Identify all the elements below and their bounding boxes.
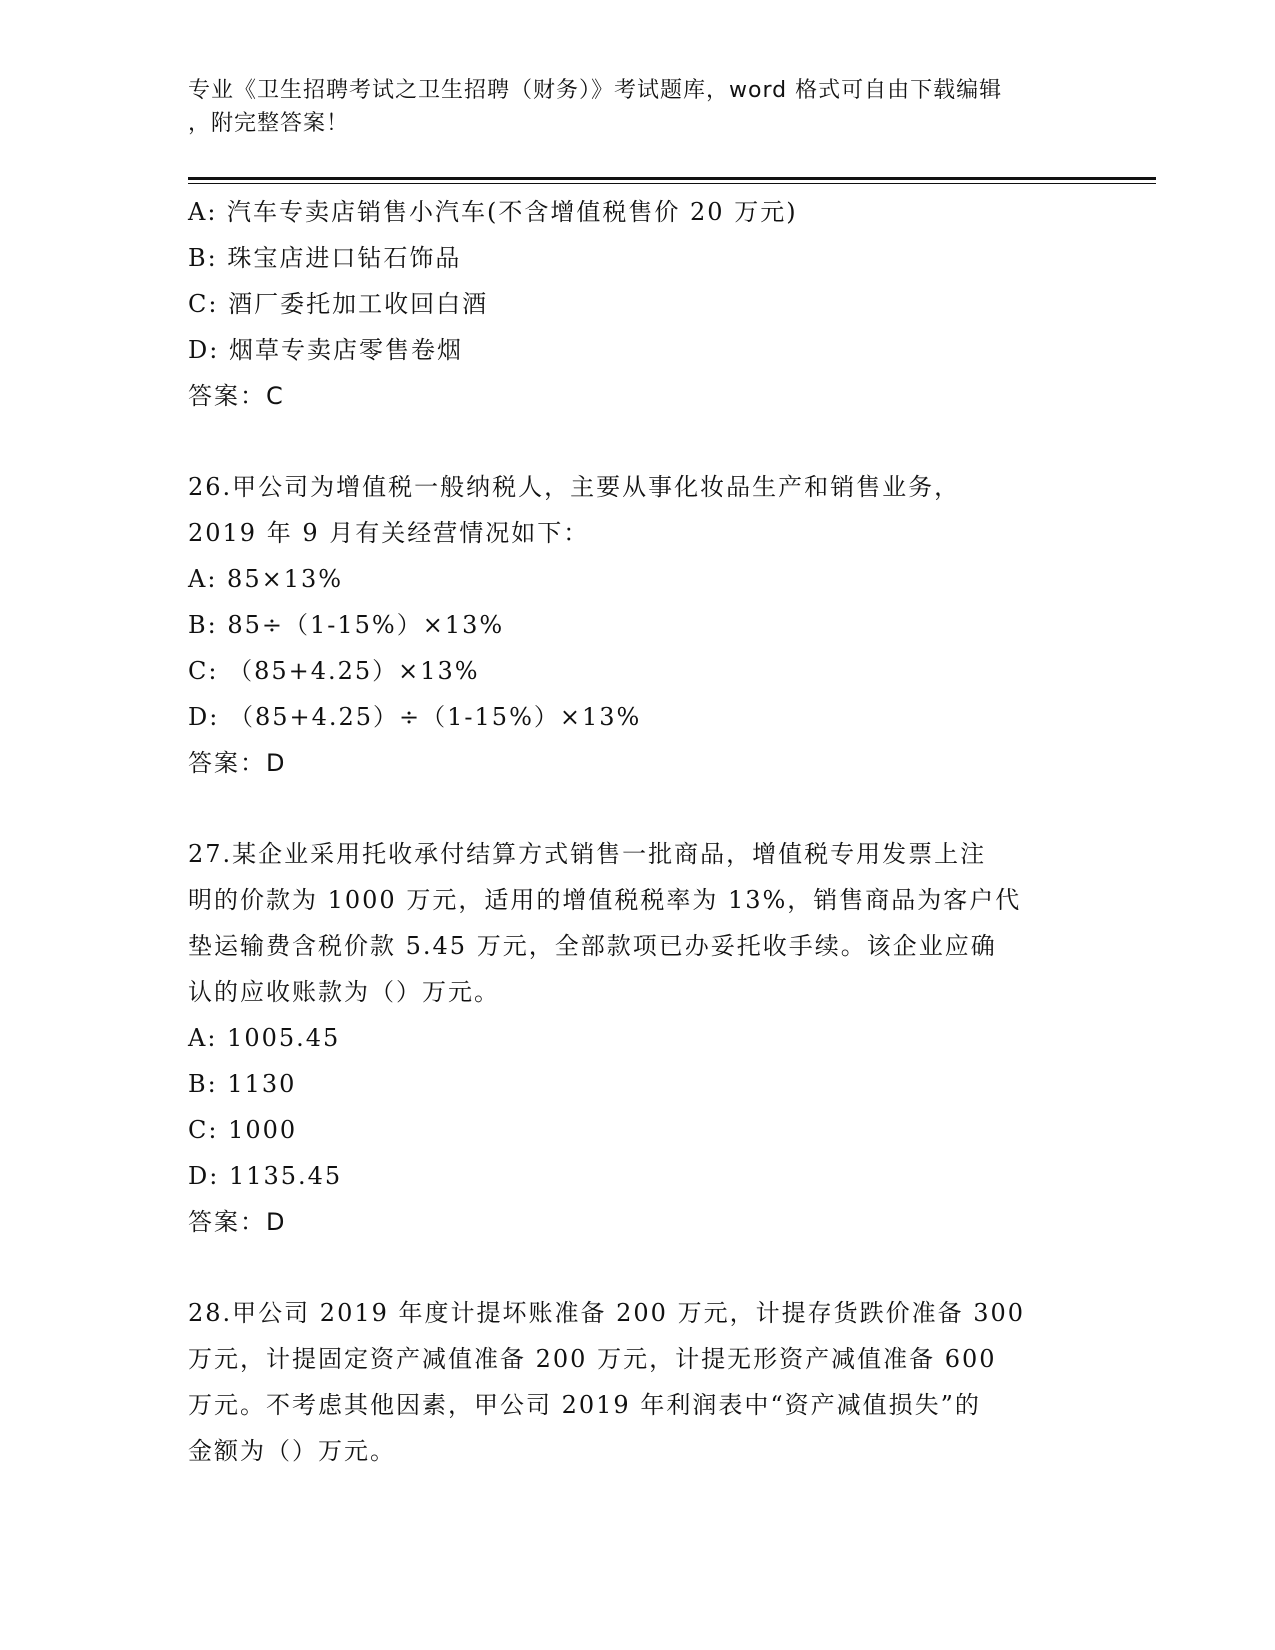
answer-line: 答案：C (188, 382, 285, 410)
question-stem: 万元。不考虑其他因素，甲公司 2019 年利润表中“资产减值损失”的 (188, 1391, 981, 1419)
answer-line: 答案：D (188, 1208, 287, 1236)
question-25 (188, 189, 1088, 419)
question-stem: 28.甲公司 2019 年度计提坏账准备 200 万元，计提存货跌价准备 300 (188, 1299, 1026, 1327)
question-stem: 明的价款为 1000 万元，适用的增值税税率为 13%，销售商品为客户代 (188, 886, 1022, 914)
option-d: D: （85+4.25）÷（1-15%）×13% (188, 703, 642, 731)
option-c: C: （85+4.25）×13% (188, 657, 480, 685)
header-divider (188, 177, 1156, 180)
spacer (188, 786, 1088, 831)
answer-line: 答案：D (188, 749, 287, 777)
question-stem: 金额为（）万元。 (188, 1437, 396, 1465)
option-d: D: 1135.45 (188, 1162, 343, 1190)
question-stem: 认的应收账款为（）万元。 (188, 978, 500, 1006)
option-d: D: 烟草专卖店零售卷烟 (188, 336, 463, 364)
header-line: 专业《卫生招聘考试之卫生招聘（财务）》考试题库，word 格式可自由下载编辑 (188, 78, 1003, 103)
option-c: C: 1000 (188, 1116, 298, 1144)
spacer (188, 1245, 1088, 1290)
option-a: A: 汽车专卖店销售小汽车(不含增值税售价 20 万元) (188, 198, 798, 226)
question-28 (188, 1290, 1088, 1474)
header-line: ，附完整答案！ (188, 111, 350, 136)
question-26 (188, 464, 1088, 786)
header-divider-thin (188, 183, 1156, 184)
question-stem: 万元，计提固定资产减值准备 200 万元，计提无形资产减值准备 600 (188, 1345, 997, 1373)
question-stem: 26.甲公司为增值税一般纳税人，主要从事化妆品生产和销售业务， (188, 473, 961, 501)
question-stem: 垫运输费含税价款 5.45 万元，全部款项已办妥托收手续。该企业应确 (188, 932, 997, 960)
question-stem: 2019 年 9 月有关经营情况如下： (188, 519, 590, 547)
option-b: B: 1130 (188, 1070, 297, 1098)
question-stem: 27.某企业采用托收承付结算方式销售一批商品，增值税专用发票上注 (188, 840, 987, 868)
option-b: B: 珠宝店进口钻石饰品 (188, 244, 462, 272)
option-a: A: 85×13% (188, 565, 344, 593)
document-header (188, 74, 1088, 140)
option-c: C: 酒厂委托加工收回白酒 (188, 290, 489, 318)
option-b: B: 85÷（1-15%）×13% (188, 611, 505, 639)
question-list (188, 189, 1088, 1474)
option-a: A: 1005.45 (188, 1024, 341, 1052)
question-27 (188, 831, 1088, 1245)
spacer (188, 419, 1088, 464)
